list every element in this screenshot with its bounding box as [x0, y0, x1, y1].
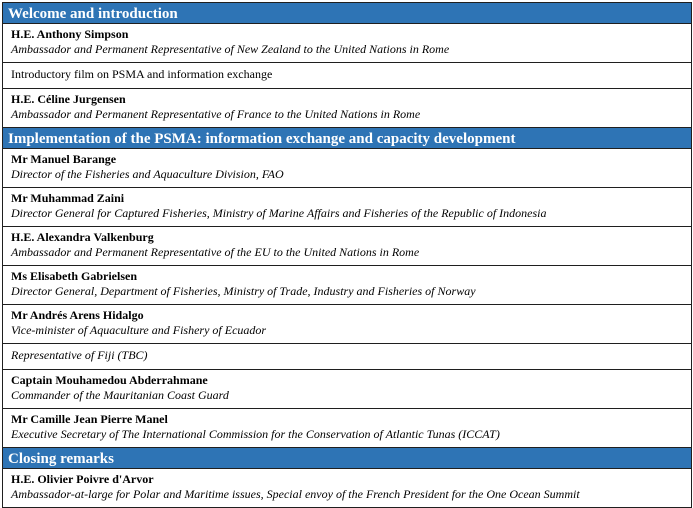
speaker-role: Ambassador-at-large for Polar and Maritime issues, Special envoy of the French President for the One Ocean Summit [11, 487, 580, 501]
section-header-implementation [3, 128, 692, 149]
speaker-role: Director General, Department of Fisheries, Ministry of Trade, Industry and Fisheries of Norway [11, 284, 476, 298]
agenda-entry [3, 469, 692, 508]
speaker-name: Mr Manuel Barange [11, 152, 117, 166]
speaker-role: Vice-minister of Aquaculture and Fishery of Ecuador [11, 323, 267, 337]
agenda-entry [3, 344, 692, 370]
speaker-role: Director General for Captured Fisheries, Ministry of Marine Affairs and Fisheries of the Republic of Indonesia [11, 206, 547, 220]
agenda-entry [3, 63, 692, 89]
speaker-name: H.E. Céline Jurgensen [11, 92, 126, 106]
speaker-role: Executive Secretary of The International Commission for the Conservation of Atlantic Tunas (ICCAT) [11, 427, 500, 441]
speaker-name: Mr Muhammad Zaini [11, 191, 125, 205]
agenda-entry [3, 149, 692, 188]
speaker-name: Mr Camille Jean Pierre Manel [11, 412, 168, 426]
agenda-entry [3, 188, 692, 227]
section-header-closing [3, 448, 692, 469]
speaker-name: Ms Elisabeth Gabrielsen [11, 269, 138, 283]
section-title: Welcome and introduction [3, 3, 692, 24]
agenda-item-text: Representative of Fiji (TBC) [11, 348, 148, 362]
speaker-name: Mr Andrés Arens Hidalgo [11, 308, 144, 322]
speaker-name: H.E. Alexandra Valkenburg [11, 230, 154, 244]
speaker-role: Ambassador and Permanent Representative of New Zealand to the United Nations in Rome [11, 42, 450, 56]
agenda-entry [3, 227, 692, 266]
agenda-item-text: Introductory film on PSMA and information exchange [11, 67, 273, 81]
speaker-name: Captain Mouhamedou Abderrahmane [11, 373, 208, 387]
section-header-welcome [3, 3, 692, 24]
speaker-name: H.E. Olivier Poivre d'Arvor [11, 472, 154, 486]
section-title: Implementation of the PSMA: information exchange and capacity development [3, 128, 692, 149]
section-title: Closing remarks [3, 448, 692, 469]
agenda-entry [3, 89, 692, 128]
speaker-name: H.E. Anthony Simpson [11, 27, 129, 41]
speaker-role: Director of the Fisheries and Aquaculture Division, FAO [11, 167, 284, 181]
agenda-entry [3, 370, 692, 409]
agenda-entry [3, 266, 692, 305]
speaker-role: Commander of the Mauritanian Coast Guard [11, 388, 229, 402]
agenda-table [2, 2, 692, 508]
agenda-entry [3, 24, 692, 63]
agenda-entry [3, 409, 692, 448]
speaker-role: Ambassador and Permanent Representative of the EU to the United Nations in Rome [11, 245, 420, 259]
agenda-entry [3, 305, 692, 344]
speaker-role: Ambassador and Permanent Representative of France to the United Nations in Rome [11, 107, 421, 121]
